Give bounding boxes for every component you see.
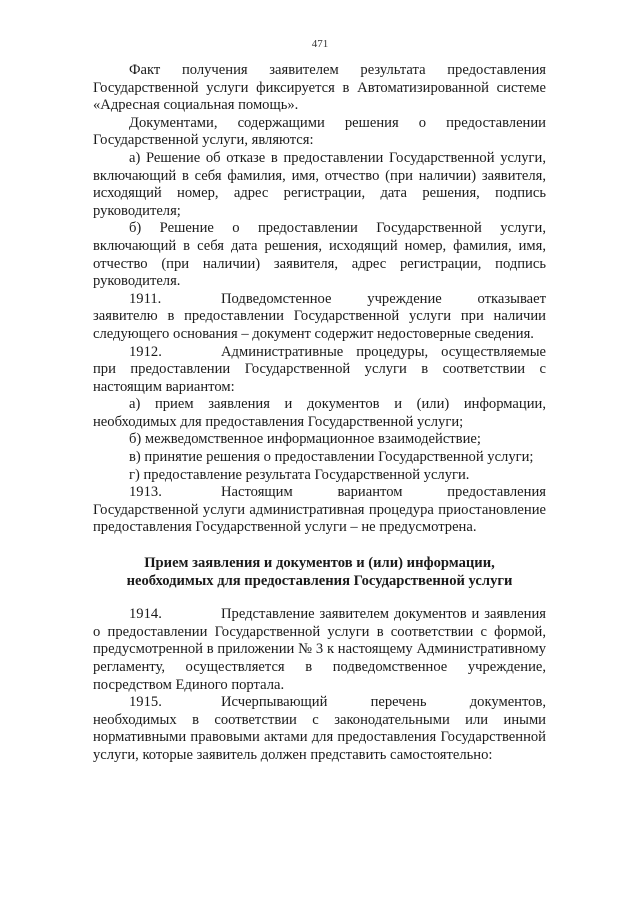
page-number: 471 bbox=[311, 38, 329, 50]
clause-1911 bbox=[93, 291, 546, 344]
list-item: б) межведомственное информационное взаимодействие; bbox=[129, 431, 481, 448]
clause-text: Подведомстенное учреждение отказывает заявителю в предоставлении Государственной услуги при наличии следующего основания – документ содержит недостоверные сведения. bbox=[93, 290, 546, 342]
paragraph-refusal-decision: а) Решение об отказе в предоставлении Государственной услуги, включающий в себя фамилия, имя, отчество (при наличии) заявителя, исходящий номер, адрес регистрации, дата решения, подпись руководителя; bbox=[93, 149, 546, 219]
clause-text: Исчерпывающий перечень документов, необходимых в соответствии с законодательными или иными нормативными правовыми актами для предоставления Государственной услуги, которые заявитель должен представить самостоятельно: bbox=[93, 694, 546, 763]
clause-number: 1915. bbox=[129, 694, 162, 711]
document-body bbox=[93, 62, 546, 765]
clause-text: Настоящим вариантом предоставления Государственной услуги административная процедура приостановление предоставления Государственной услуги – не предусмотрена. bbox=[93, 484, 546, 536]
clause-text: Административные процедуры, осуществляемые при предоставлении Государственной услуги в соответствии с настоящим вариантом: bbox=[93, 343, 546, 395]
clause-number: 1914. bbox=[129, 606, 162, 623]
paragraph-result-fixation: Факт получения заявителем результата предоставления Государственной услуги фиксируется в Автоматизированной системе «Адресная социальная помощь». bbox=[93, 62, 546, 114]
list-item: а) прием заявления и документов и (или) информации, необходимых для предоставления Государственной услуги; bbox=[93, 396, 546, 430]
section-heading bbox=[93, 555, 546, 590]
paragraph-decision-documents: Документами, содержащими решения о предоставлении Государственной услуги, являются: bbox=[93, 114, 546, 149]
clause-number: 1911. bbox=[129, 290, 162, 307]
clause-1914 bbox=[93, 606, 546, 694]
paragraph-grant-decision: б) Решение о предоставлении Государственной услуги, включающий в себя дата решения, исходящий номер, фамилия, имя, отчество (при наличии) заявителя, адрес регистрации, подпись руководителя. bbox=[93, 220, 546, 290]
clause-1913 bbox=[93, 484, 546, 537]
list-item: г) предоставление результата Государственной услуги. bbox=[129, 466, 470, 483]
clause-text: Представление заявителем документов и заявления о предоставлении Государственной услуги в соответствии с формой, предусмотренной в приложении № 3 к настоящему Административному регламенту, осуществляется в подведомственное учреждение, посредством Единого портала. bbox=[93, 606, 546, 693]
clause-number: 1913. bbox=[129, 484, 162, 501]
clause-1912 bbox=[93, 344, 546, 397]
clause-number: 1912. bbox=[129, 343, 162, 360]
section-heading-line: необходимых для предоставления Государственной услуги bbox=[126, 572, 513, 589]
clause-1915 bbox=[93, 694, 546, 764]
section-heading-line: Прием заявления и документов и (или) информации, bbox=[144, 555, 495, 572]
list-item: в) принятие решения о предоставлении Государственной услуги; bbox=[129, 449, 534, 466]
